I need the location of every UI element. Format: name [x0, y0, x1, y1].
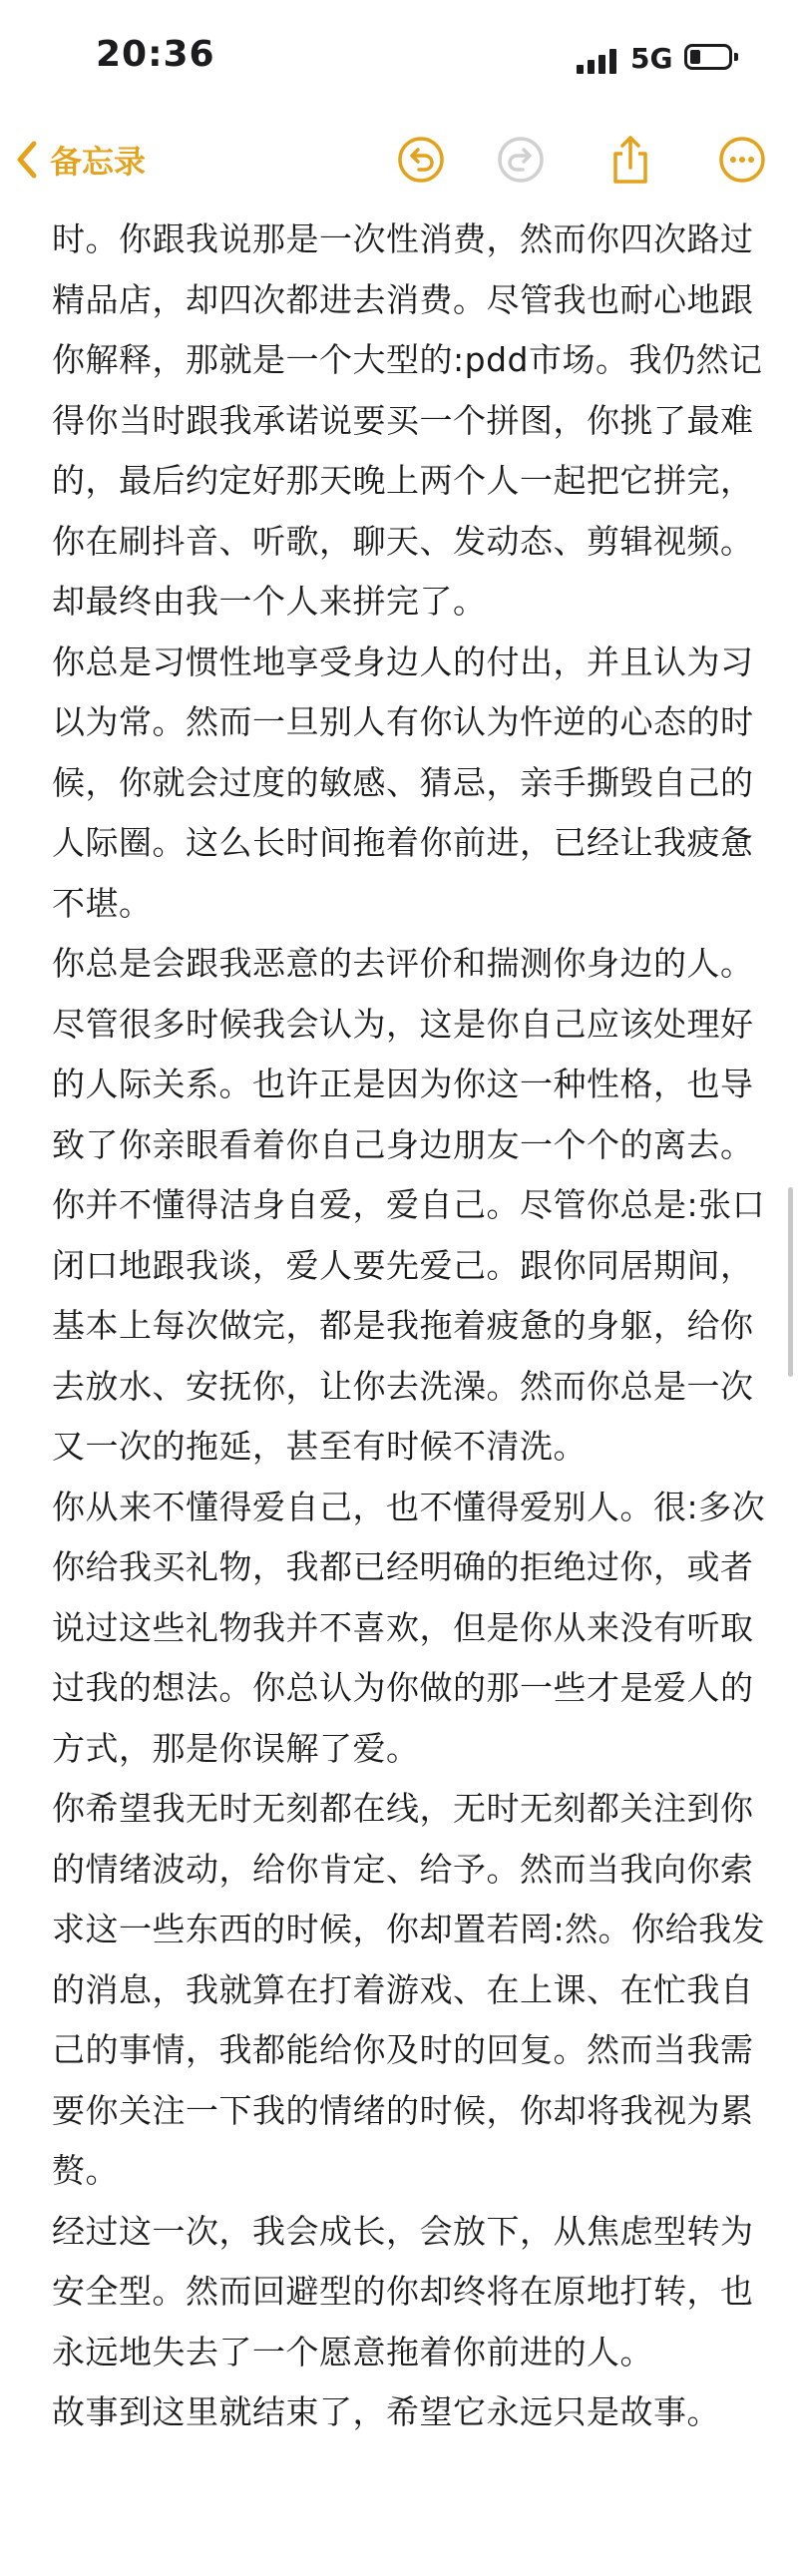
battery-icon: [684, 44, 732, 70]
redo-icon[interactable]: [493, 132, 549, 188]
note-paragraph: 故事到这里就结束了，希望它永远只是故事。: [52, 2392, 720, 2431]
scroll-indicator[interactable]: [788, 1187, 793, 1377]
more-icon[interactable]: [714, 132, 770, 188]
share-icon[interactable]: [602, 132, 658, 188]
signal-icon: [577, 48, 620, 74]
chevron-left-icon: [14, 140, 40, 180]
undo-icon[interactable]: [393, 132, 449, 188]
status-bar: [0, 0, 798, 120]
note-paragraph: 经过这一次，我会成长，会放下，从焦虑型转为安全型。然而回避型的你却终将在原地打转，也永远地失去了一个愿意拖着你前进的人。: [52, 2211, 754, 2371]
nav-bar: [0, 120, 798, 210]
back-label: 备忘录: [50, 143, 147, 181]
note-paragraph: 你并不懂得洁身自爱，爱自己。尽管你总是:张口闭口地跟我谈，爱人要先爱己。跟你同居期间，基本上每次做完，都是我拖着疲惫的身躯，给你去放水、安抚你，让你去洗澡。然而你总是一次又一次的拖延，甚至有时候不清洗。: [52, 1185, 766, 1466]
note-paragraph: 你总是习惯性地享受身边人的付出，并且认为习以为常。然而一旦别人有你认为忤逆的心态的时候，你就会过度的敏感、猜忌，亲手撕毁自己的人际圈。这么长时间拖着你前进，已经让我疲惫不堪。: [52, 642, 754, 923]
note-paragraph: 你从来不懂得爱自己，也不懂得爱别人。很:多次你给我买礼物，我都已经明确的拒绝过你，或者说过这些礼物我并不喜欢，但是你从来没有听取过我的想法。你总认为你做的那一些才是爱人的方式，那是你误解了爱。: [52, 1487, 766, 1768]
back-button[interactable]: [14, 130, 146, 190]
note-paragraph: 时。你跟我说那是一次性消费，然而你四次路过精品店，却四次都进去消费。尽管我也耐心地跟你解释，那就是一个大型的:pdd市场。我仍然记得你当时跟我承诺说要买一个拼图，你挑了最难的，最后约定好那天晚上两个人一起把它拼完，你在刷抖音、听歌，聊天、发动态、剪辑视频。却最终由我一个人来拼完了。: [52, 219, 763, 621]
network-label: 5G: [630, 42, 673, 75]
status-time: 20:36: [96, 34, 215, 75]
note-paragraph: 你希望我无时无刻都在线，无时无刻都关注到你的情绪波动，给你肯定、给予。然而当我向你索求这一些东西的时候，你却置若罔:然。你给我发的消息，我就算在打着游戏、在上课、在忙我自己的事情，我都能给你及时的回复。然而当我需要你关注一下我的情绪的时候，你却将我视为累赘。: [52, 1789, 766, 2190]
note-body[interactable]: [52, 210, 766, 2443]
note-paragraph: 你总是会跟我恶意的去评价和揣测你身边的人。尽管很多时候我会认为，这是你自己应该处理好的人际关系。也许正是因为你这一种性格，也导致了你亲眼看着你自己身边朋友一个个的离去。: [52, 944, 754, 1164]
